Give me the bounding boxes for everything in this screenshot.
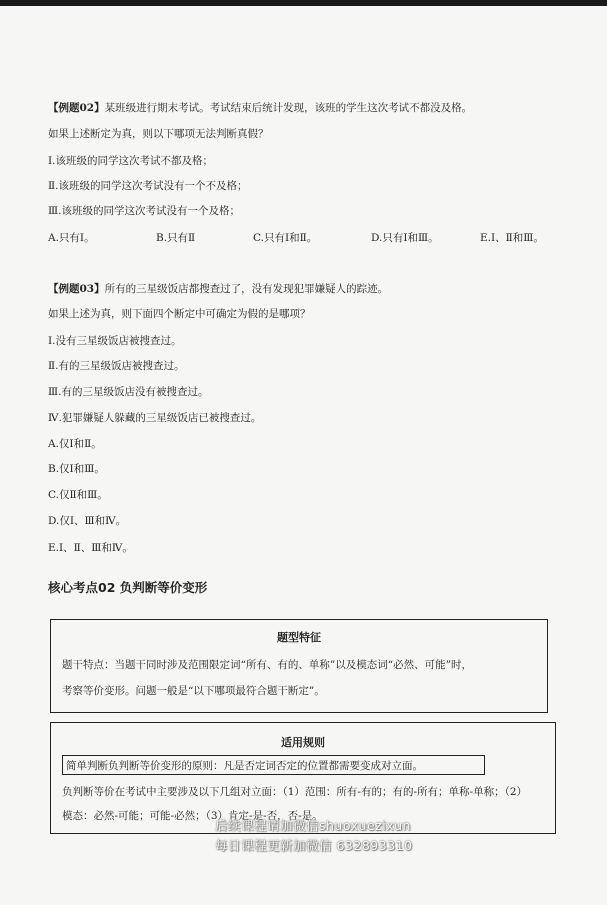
example03-statement-2: Ⅱ.有的三星级饭店被搜查过。 (48, 360, 185, 372)
example03-statement-1: Ⅰ.没有三星级饭店被搜查过。 (48, 335, 182, 347)
example03-question: 如果上述为真，则下面四个断定中可确定为假的是哪项？ (48, 308, 311, 320)
example02-statement-3: Ⅲ.该班级的同学这次考试没有一个及格； (48, 205, 240, 217)
example03-option-d: D.仅Ⅰ、Ⅲ和Ⅳ。 (48, 515, 127, 527)
example02-option-a: A.只有Ⅰ。 (48, 232, 95, 244)
example02-option-e: E.Ⅰ、Ⅱ和Ⅲ。 (480, 232, 544, 244)
example03-option-c: C.仅Ⅱ和Ⅲ。 (48, 489, 108, 501)
example03-statement-4: Ⅳ.犯罪嫌疑人躲藏的三星级饭店已被搜查过。 (48, 412, 262, 424)
feature-box (50, 619, 548, 713)
example03-stem: 所有的三星级饭店都搜查过了，没有发现犯罪嫌疑人的踪迹。 (104, 283, 389, 295)
watermark-line-1: 后续课程请加微信shuoxuezixun (215, 818, 411, 833)
section-heading: 核心考点02 负判断等价变形 (48, 580, 208, 595)
example03-statement-3: Ⅲ.有的三星级饭店没有被搜查过。 (48, 386, 209, 398)
rule-highlight-frame (62, 755, 485, 775)
example02-statement-1: Ⅰ.该班级的同学这次考试不都及格； (48, 155, 213, 167)
feature-box-title: 题型特征 (277, 631, 321, 644)
feature-box-line-2: 考察等价变形。问题一般是“以下哪项最符合题干断定”。 (62, 685, 325, 697)
rule-box-line-2: 模态：必然-可能；可能-必然；（3）肯定-是-否，否-是。 (62, 810, 323, 822)
watermark-line-2: 每日课程更新加微信 632893310 (215, 838, 413, 853)
example02-statement-2: Ⅱ.该班级的同学这次考试没有一个不及格； (48, 180, 248, 192)
example02-question: 如果上述断定为真，则以下哪项无法判断真假？ (48, 128, 269, 140)
rule-box-title: 适用规则 (281, 736, 325, 749)
example02-stem-line (48, 101, 472, 115)
example02-option-d: D.只有Ⅰ和Ⅲ。 (371, 232, 439, 244)
example03-stem-line (48, 282, 388, 296)
example02-option-c: C.只有Ⅰ和Ⅱ。 (253, 232, 318, 244)
example03-option-e: E.Ⅰ、Ⅱ、Ⅲ和Ⅳ。 (48, 542, 133, 554)
rule-box-line-1: 负判断等价在考试中主要涉及以下几组对立面：（1）范围：所有-有的；有的-所有；单称-单称；（2） (62, 786, 528, 798)
example03-tag: 【例题03】 (48, 283, 105, 295)
example02-tag: 【例题02】 (48, 102, 105, 114)
example03-option-a: A.仅Ⅰ和Ⅱ。 (48, 438, 102, 450)
feature-box-line-1: 题干特点：当题干同时涉及范围限定词“所有、有的、单称”以及模态词“必然、可能”时， (62, 659, 472, 671)
example03-option-b: B.仅Ⅰ和Ⅲ。 (48, 463, 105, 475)
top-border (0, 0, 607, 6)
rule-box-highlight: 简单判断负判断等价变形的原则：凡是否定词否定的位置都需要变成对立面。 (66, 760, 423, 772)
example02-stem: 某班级进行期末考试。考试结束后统计发现，该班的学生这次考试不都没及格。 (104, 102, 473, 114)
example02-option-b: B.只有Ⅱ (156, 232, 196, 244)
